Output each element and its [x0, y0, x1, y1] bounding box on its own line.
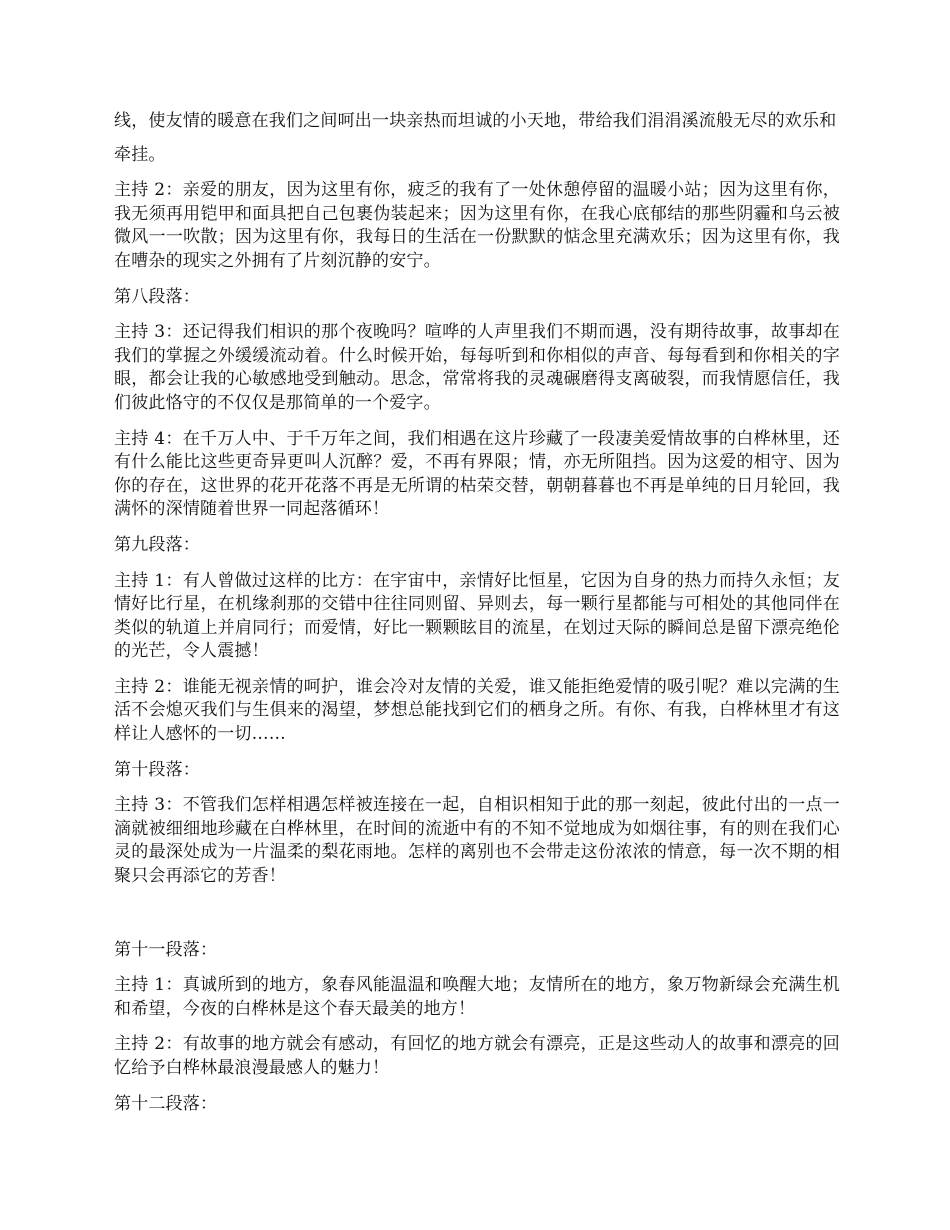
paragraph-host-1: 主持 1：有人曾做过这样的比方：在宇宙中，亲情好比恒星，它因为自身的热力而持久永恒；友情好比行星，在机缘刹那的交错中往往同则留、异则去，每一颗行星都能与可相处的其他同伴在类似的轨道上并肩同行；而爱情，好比一颗颗眩目的流星，在划过天际的瞬间总是留下漂亮绝伦的光芒，令人震撼！	[114, 570, 840, 662]
section-heading-11: 第十一段落：	[114, 939, 218, 960]
section-heading-12: 第十二段落：	[114, 1093, 218, 1114]
paragraph-host-4: 主持 4：在千万人中、于千万年之间，我们相遇在这片珍藏了一段凄美爱情故事的白桦林里，还有什么能比这些更奇异更叫人沉醉？爱，不再有界限；情，亦无所阻挡。因为这爱的相守、因为你的存在，这世界的花开花落不再是无所谓的枯荣交替，朝朝暮暮也不再是单纯的日月轮回，我满怀的深情随着世界一同起落循环！	[114, 428, 840, 520]
paragraph-host-2b: 主持 2：谁能无视亲情的呵护，谁会冷对友情的关爱，谁又能拒绝爱情的吸引呢？难以完满的生活不会熄灭我们与生俱来的渴望，梦想总能找到它们的栖身之所。有你、有我，白桦林里才有这样让人感怀的一切……	[114, 676, 840, 745]
blank-gap	[114, 901, 840, 939]
section-heading-9: 第九段落：	[114, 534, 200, 555]
paragraph-host-2c: 主持 2：有故事的地方就会有感动，有回忆的地方就会有漂亮，正是这些动人的故事和漂亮的回忆给予白桦林最浪漫最感人的魅力！	[114, 1034, 840, 1078]
paragraph-continuation-end: 牵挂。	[114, 144, 166, 165]
paragraph-host-1b: 主持 1：真诚所到的地方，象春风能温温和唤醒大地；友情所在的地方，象万物新绿会充满生机和希望，今夜的白桦林是这个春天最美的地方！	[114, 975, 840, 1019]
paragraph-continuation: 线，使友情的暖意在我们之间呵出一块亲热而坦诚的小天地，带给我们涓涓溪流般无尽的欢乐和	[114, 111, 837, 131]
paragraph-host-3b: 主持 3：不管我们怎样相遇怎样被连接在一起，自相识相知于此的那一刻起，彼此付出的一点一滴就被细细地珍藏在白桦林里，在时间的流逝中有的不知不觉地成为如烟往事，有的则在我们心灵的最深处成为一片温柔的梨花雨地。怎样的离别也不会带走这份浓浓的情意，每一次不期的相聚只会再添它的芳香！	[114, 795, 840, 887]
section-heading-10: 第十段落：	[114, 759, 200, 780]
section-heading-8: 第八段落：	[114, 286, 200, 307]
document-page	[114, 110, 840, 1128]
paragraph-host-2: 主持 2：亲爱的朋友，因为这里有你，疲乏的我有了一处休憩停留的温暖小站；因为这里有你，我无须再用铠甲和面具把自己包裹伪装起来；因为这里有你，在我心底郁结的那些阴霾和乌云被微风一一吹散；因为这里有你，我每日的生活在一份默默的惦念里充满欢乐；因为这里有你，我在嘈杂的现实之外拥有了片刻沉静的安宁。	[114, 180, 840, 271]
paragraph-host-3: 主持 3：还记得我们相识的那个夜晚吗？喧哗的人声里我们不期而遇，没有期待故事，故事却在我们的掌握之外缓缓流动着。什么时候开始，每每听到和你相似的声音、每每看到和你相关的字眼，都会让我的心敏感地受到触动。思念，常常将我的灵魂碾磨得支离破裂，而我情愿信任，我们彼此恪守的不仅仅是那简单的一个爱字。	[114, 322, 840, 413]
